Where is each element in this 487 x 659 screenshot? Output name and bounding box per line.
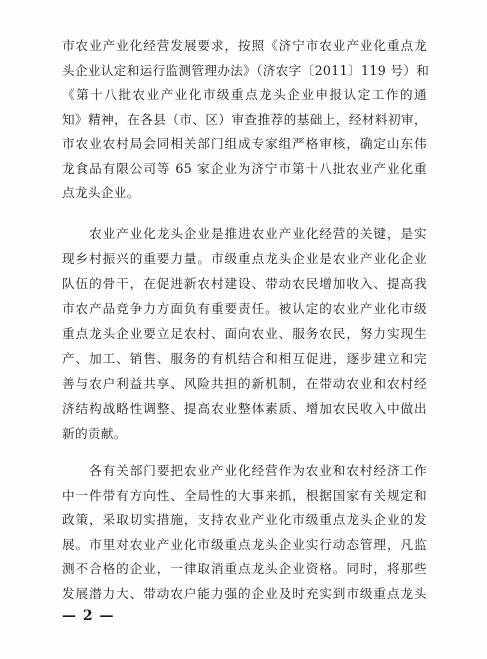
text-line: 中一件带有方向性、全局性的大事来抓，根据国家有关规定和: [62, 488, 427, 503]
text-line: 重点龙头企业要立足农村、面向农业、服务农民，努力实现生: [62, 326, 427, 341]
text-line: 《第十八批农业产业化市级重点龙头企业申报认定工作的通: [62, 87, 427, 102]
text-line: 测不合格的企业，一律取消重点龙头企业资格。同时，将那些: [62, 561, 427, 576]
text-line: 头企业认定和运行监测管理办法》（济农字〔2011〕119 号）和: [62, 63, 430, 78]
text-line: 政策，采取切实措施，支持农业产业化市级重点龙头企业的发: [62, 512, 427, 527]
text-line: 市农产品竞争力方面负有重要责任。被认定的农业产业化市级: [62, 301, 427, 316]
text-line: 市农业农村局会同相关部门组成专家组严格审核，确定山东伟: [62, 136, 427, 151]
text-line: 队伍的骨干，在促进新农村建设、带动农民增加收入、提高我: [62, 276, 427, 291]
text-line: 市农业产业化经营发展要求，按照《济宁市农业产业化重点龙: [62, 38, 427, 53]
text-line: 善与农户利益共享、风险共担的新机制，在带动农业和农村经: [62, 376, 427, 391]
text-line: 各有关部门要把农业产业化经营作为农业和农村经济工作: [62, 463, 427, 478]
text-line: 龙食品有限公司等 65 家企业为济宁市第十八批农业产业化重: [62, 161, 427, 176]
text-line: 产、加工、销售、服务的有机结合和相互促进，逐步建立和完: [62, 351, 427, 366]
text-line: 展。市里对农业产业化市级重点龙头企业实行动态管理，凡监: [62, 537, 427, 552]
text-line: 发展潜力大、带动农户能力强的企业及时充实到市级重点龙头: [62, 586, 427, 601]
page-number: — 2 —: [62, 608, 115, 624]
text-line: 新的贡献。: [62, 426, 127, 441]
text-line: 农业产业化龙头企业是推进农业产业化经营的关键，是实: [62, 226, 427, 241]
text-line: 济结构战略性调整、提高农业整体素质、增加农民收入中做出: [62, 401, 427, 416]
text-line: 点龙头企业。: [62, 185, 140, 200]
text-line: 知》精神，在各县（市、区）审查推荐的基础上，经材料初审，: [62, 112, 427, 127]
text-line: 现乡村振兴的重要力量。市级重点龙头企业是农业产业化企业: [62, 251, 427, 266]
